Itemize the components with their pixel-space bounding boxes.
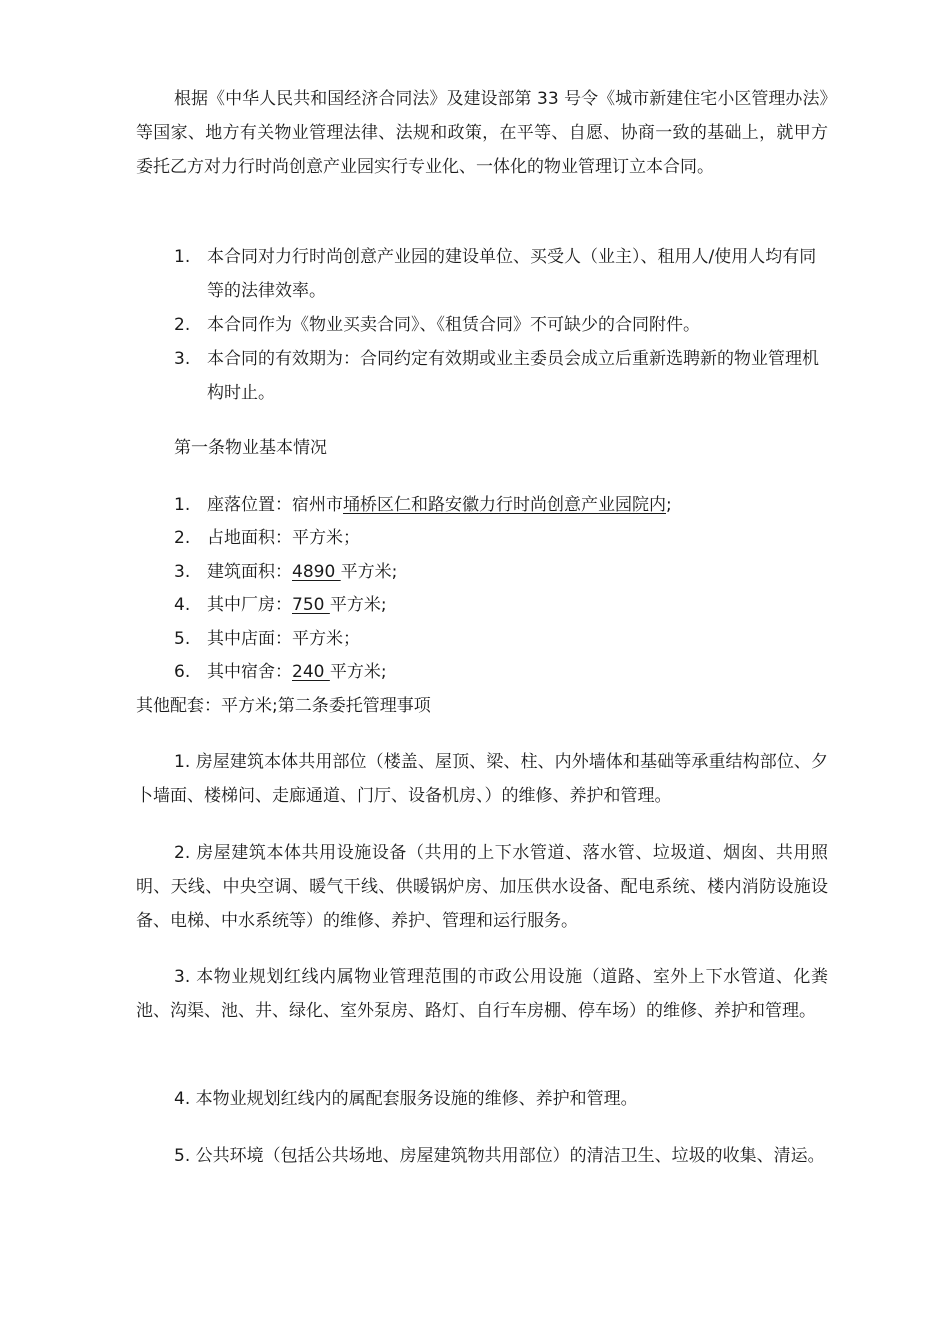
item-value: 4890 bbox=[292, 562, 341, 582]
item-label: 占地面积： bbox=[207, 528, 292, 548]
item-label: 座落位置： bbox=[207, 495, 292, 515]
clause-number: 1. bbox=[174, 247, 191, 267]
other-facilities-line: 其他配套：平方米;第二条委托管理事项 bbox=[136, 696, 431, 716]
clause-number: 2. bbox=[174, 315, 191, 335]
management-item: 5. 公共环境（包括公共场地、房屋建筑物共用部位）的清洁卫生、垃圾的收集、清运。 bbox=[174, 1146, 825, 1166]
item-suffix: 平方米； bbox=[292, 528, 360, 548]
item-value: 750 bbox=[292, 595, 330, 615]
item-suffix: 平方米; bbox=[329, 595, 387, 615]
item-suffix: 平方米； bbox=[292, 629, 360, 649]
clause-item bbox=[174, 308, 828, 342]
clause-text: 本合同的有效期为：合同约定有效期或业主委员会成立后重新选聘新的物业管理机构时止。 bbox=[207, 349, 819, 403]
clause-text: 本合同作为《物业买卖合同》、《租赁合同》不可缺少的合同附件。 bbox=[207, 315, 700, 335]
item-label: 其中宿舍： bbox=[207, 662, 292, 682]
property-item-dormitory bbox=[174, 655, 828, 689]
item-number: 1. bbox=[174, 495, 191, 515]
management-item: 4. 本物业规划红线内的属配套服务设施的维修、养护和管理。 bbox=[174, 1089, 638, 1109]
item-suffix: 平方米; bbox=[329, 662, 387, 682]
item-number: 5. bbox=[174, 629, 191, 649]
clause-item bbox=[174, 342, 828, 410]
item-number: 6. bbox=[174, 662, 191, 682]
item-label: 建筑面积： bbox=[207, 562, 292, 582]
property-item-location bbox=[174, 488, 828, 522]
property-item-building-area bbox=[174, 555, 828, 589]
item-number: 3. bbox=[174, 562, 191, 582]
intro-paragraph: 根据《中华人民共和国经济合同法》及建设部第 33 号令《城市新建住宅小区管理办法》等国家、地方有关物业管理法律、法规和政策，在平等、自愿、协商一致的基础上，就甲方委托乙方对力行时尚创意产业园实行专业化、一体化的物业管理订立本合同。 bbox=[136, 89, 828, 177]
item-suffix: 平方米; bbox=[340, 562, 398, 582]
clause-number: 3. bbox=[174, 349, 191, 369]
property-item-factory bbox=[174, 588, 828, 622]
management-item: 3. 本物业规划红线内属物业管理范围的市政公用设施（道路、室外上下水管道、化粪池、沟渠、池、井、绿化、室外泵房、路灯、自行车房棚、停车场）的维修、养护和管理。 bbox=[136, 967, 828, 1021]
item-number: 4. bbox=[174, 595, 191, 615]
item-value: 埇桥区仁和路安徽力行时尚创意产业园院内 bbox=[343, 495, 666, 515]
management-item: 2. 房屋建筑本体共用设施设备（共用的上下水管道、落水管、垃圾道、烟囱、共用照明、天线、中央空调、暖气干线、供暖锅炉房、加压供水设备、配电系统、楼内消防设施设备、电梯、中水系统等）的维修、养护、管理和运行服务。 bbox=[136, 843, 828, 931]
item-number: 2. bbox=[174, 528, 191, 548]
item-value: 240 bbox=[292, 662, 330, 682]
item-suffix: ; bbox=[666, 495, 672, 515]
property-item-land-area bbox=[174, 521, 828, 555]
clause-item bbox=[174, 240, 828, 308]
item-label: 其中店面： bbox=[207, 629, 292, 649]
item-label: 其中厂房： bbox=[207, 595, 292, 615]
clause-text: 本合同对力行时尚创意产业园的建设单位、买受人（业主）、租用人/使用人均有同等的法律效率。 bbox=[207, 247, 817, 301]
management-item: 1. 房屋建筑本体共用部位（楼盖、屋顶、梁、柱、内外墙体和基础等承重结构部位、夕卜墙面、楼梯问、走廊通道、门厅、设备机房、）的维修、养护和管理。 bbox=[136, 752, 828, 806]
item-prefix: 宿州市 bbox=[292, 495, 343, 515]
property-item-shops bbox=[174, 622, 828, 656]
article-1-title: 第一条物业基本情况 bbox=[174, 438, 327, 458]
